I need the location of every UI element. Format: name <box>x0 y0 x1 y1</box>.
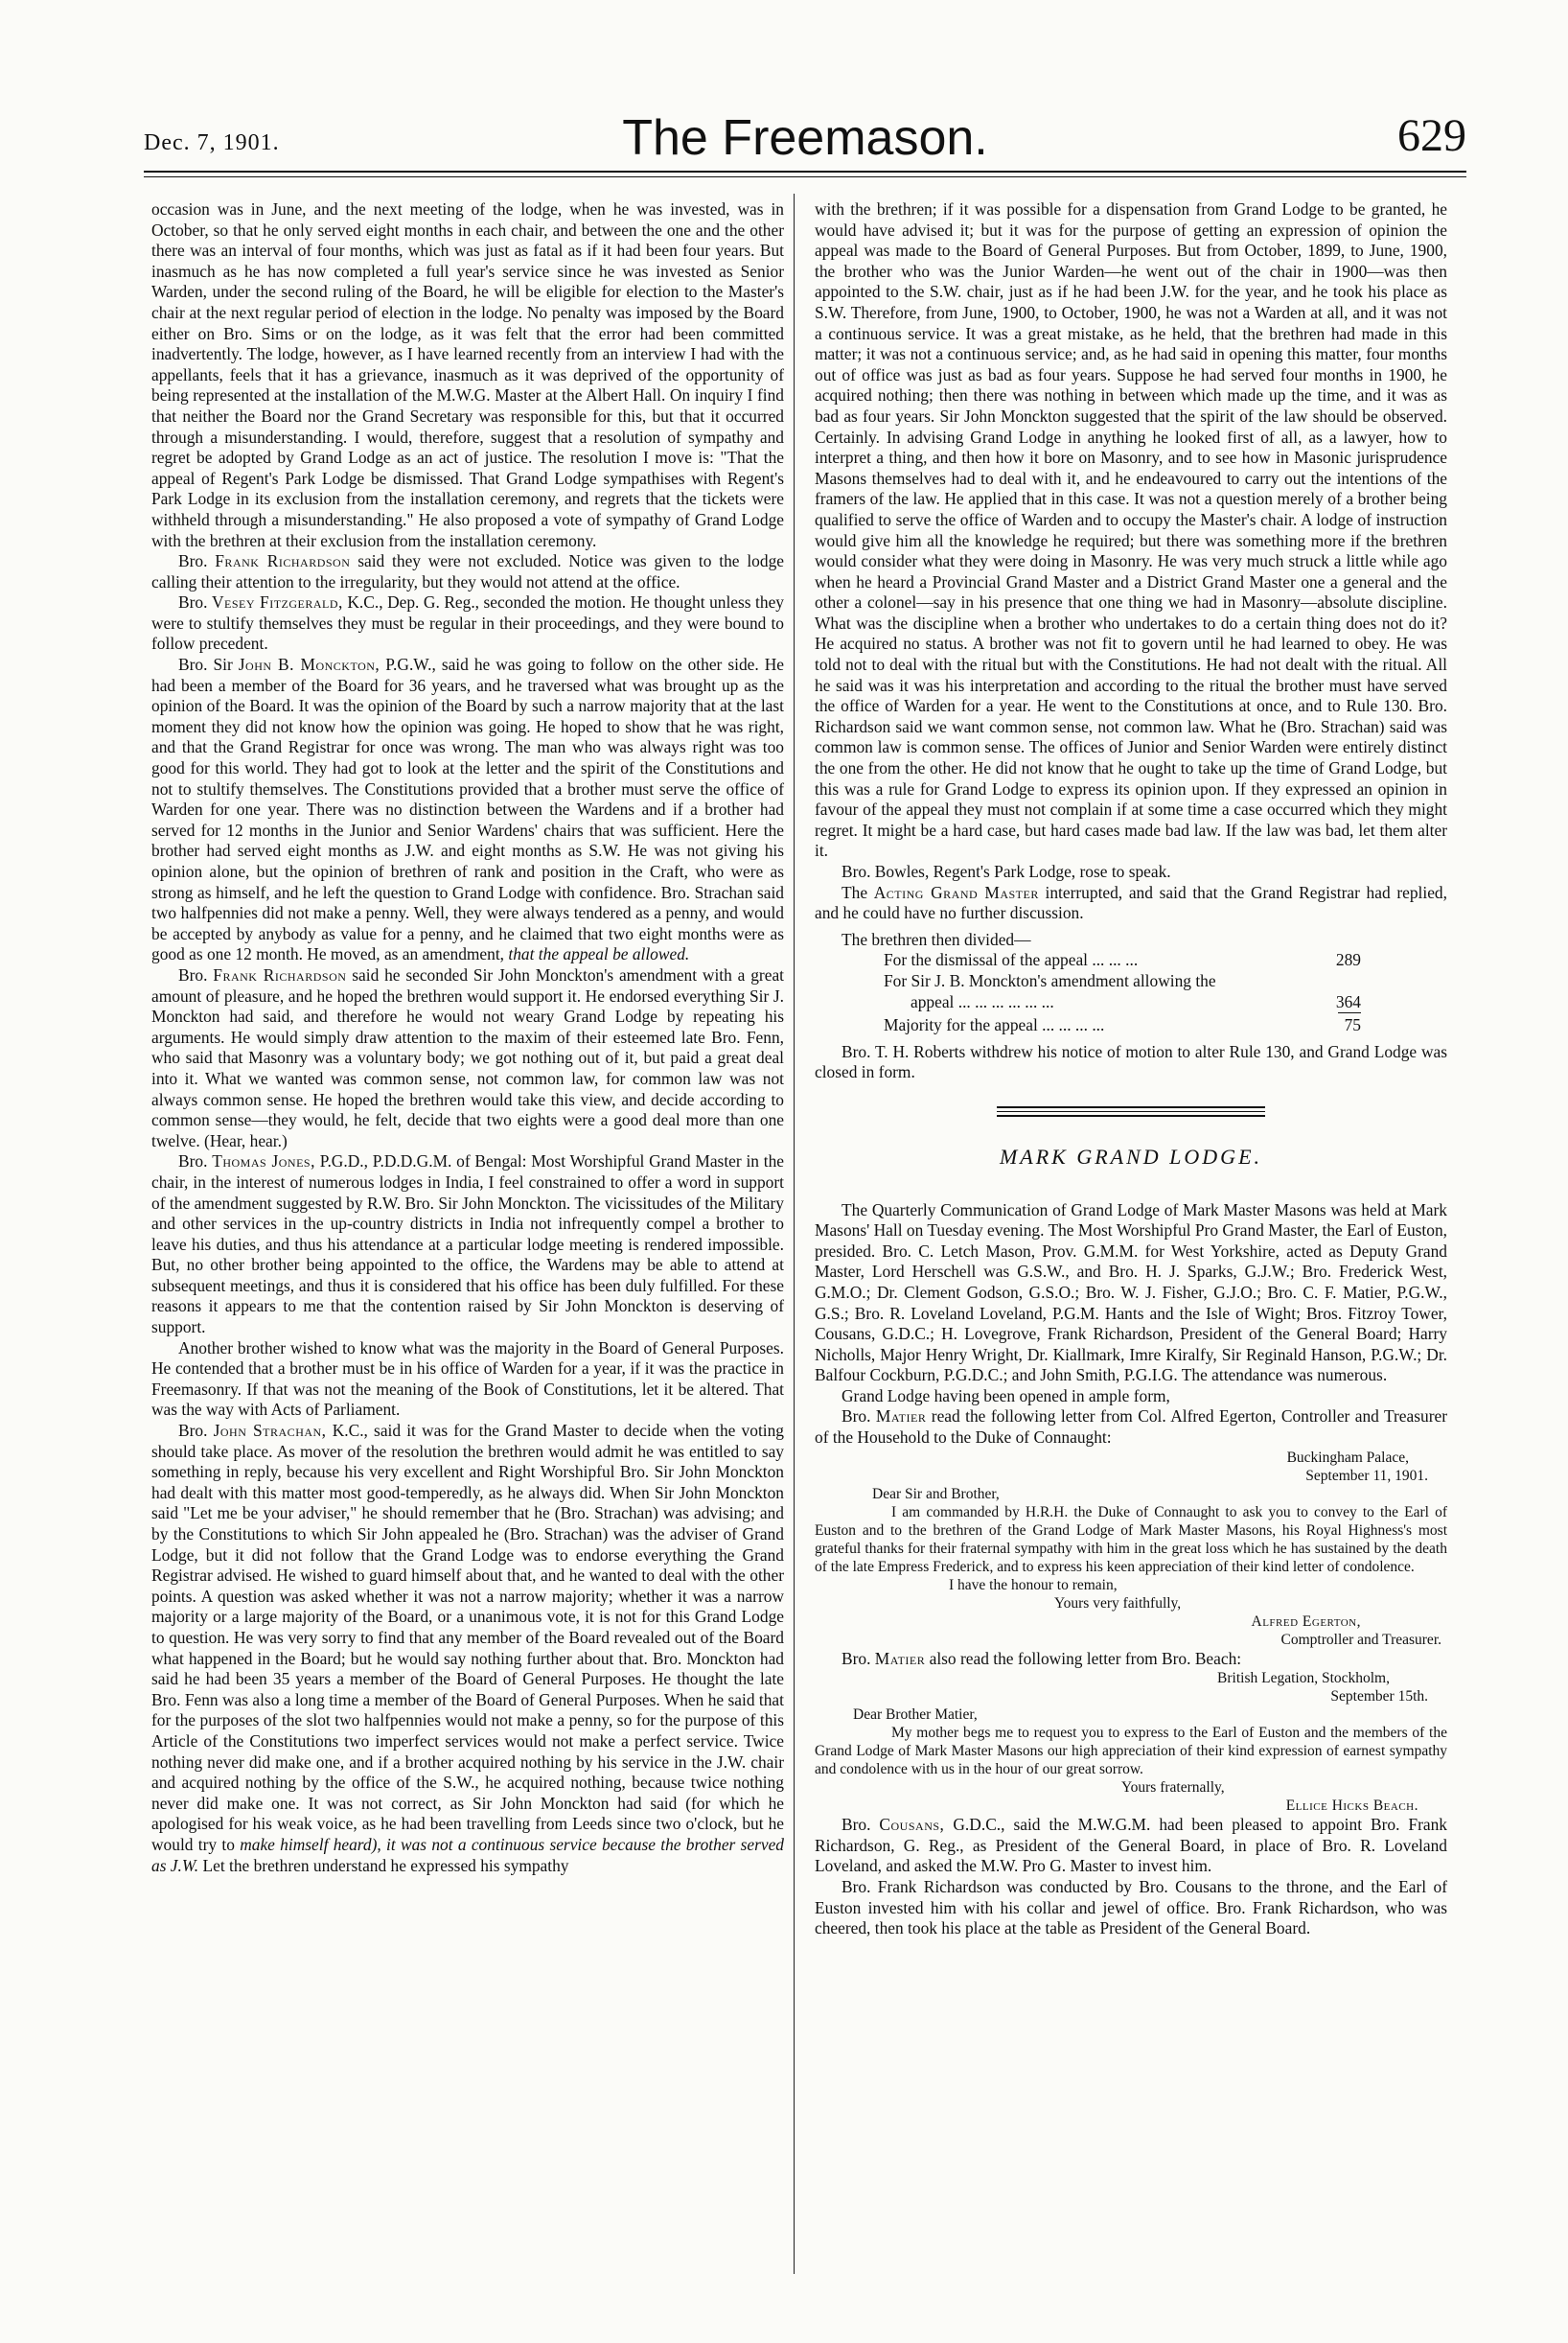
letter-beach <box>815 1669 1447 1815</box>
division-intro: The brethren then divided— <box>842 929 1031 949</box>
section-heading: MARK GRAND LODGE. <box>999 1144 1263 1169</box>
vote-label: Majority for the appeal ... ... ... ... <box>884 1015 1105 1035</box>
masthead-rule-thick <box>144 171 1466 173</box>
page-number: 629 <box>1397 110 1466 161</box>
speaker-name: Frank Richardson <box>213 964 347 985</box>
letter-signatory-title: Comptroller and Treasurer. <box>1280 1631 1441 1648</box>
italic-text: make himself heard), it was not a continuous service because the brother served as J.W. <box>151 1834 784 1875</box>
vote-label: For Sir J. B. Monckton's amendment allowing the <box>884 970 1216 990</box>
paragraph: Bro. Matier also read the following letter from Bro. Beach: <box>842 1648 1242 1668</box>
paragraph: The Quarterly Communication of Grand Lodge of Mark Master Masons was held at Mark Masons' Hall on Tuesday evening. The Most Worshipful Pro Grand Master, the Earl of Euston, presided. Bro. C. Letch Mason, Prov. G.M.M. for West Yorkshire, acted as Deputy Grand Master, Lord Herschell was G.S.W., and Bro. H. J. Sparks, G.J.W.; Bro. Frederick West, G.M.O.; Dr. Clement Godson, G.S.O.; Bro. W. J. Fisher, G.J.O.; Bro. C. F. Matier, P.G.W., G.S.; Bro. R. Loveland Loveland, P.G.M. Hants and the Isle of Wight; Bros. Fitzroy Tower, Cousans, G.D.C.; H. Lovegrove, Frank Richardson, President of the General Board; Harry Nicholls, Major Henry Wright, Dr. Kiallmark, Imre Kiralfy, Sir Reginald Hanson, P.G.W.; Dr. Balfour Cockburn, P.G.D.C.; and John Smith, P.G.I.G. The attendance was numerous. <box>815 1199 1447 1385</box>
right-column <box>815 199 1447 1939</box>
paragraph: Grand Lodge having been opened in ample form, <box>842 1385 1170 1405</box>
letter-closing: I have the honour to remain, <box>949 1576 1118 1593</box>
paragraph-text: G.D.C., said the M.W.G.M. had been pleased to appoint Bro. Frank Richardson, G. Reg., as President of the General Board, in place of Bro. R. Loveland Loveland, and asked the M.W. Pro G. Master to invest him. <box>815 1815 1447 1876</box>
paragraph: Bro. Vesey Fitzgerald, K.C., Dep. G. Reg., seconded the motion. He thought unless they were to stultify themselves they must be regular in their proceedings, and they were bound to follow precedent. <box>151 592 784 654</box>
amendment-text: that the appeal be allowed. <box>508 944 690 964</box>
speaker-name: John B. Monckton, <box>238 655 380 675</box>
letter-closing: Yours fraternally, <box>1121 1779 1225 1797</box>
vote-count: 289 <box>1335 950 1361 970</box>
speaker-name: Matier <box>875 1406 927 1427</box>
paragraph-text: K.C., said it was for the Grand Master to decide when the voting should take place. As mover of the resolution the brethren would admit he was entitled to say something in reply, because his very excellent and Right Worshipful Bro. Sir John Monckton had dealt with this matter most good-temperedly, as he always did. When Sir John Monckton said "Let me be your adviser," he should remember that he (Bro. Strachan) was advising; and by the Constitutions to which Sir John appealed he (Bro. Strachan) was the adviser of Grand Lodge, but it did not follow that the Grand Lodge was to endorse everything the Grand Registrar advised. He wished to guard himself about that, and he wanted to deal with the other points. A question was asked whether it was not a narrow majority; whether it was a narrow majority or a large majority of the Board, or a unanimous vote, it is not for this Grand Lodge to question. He was very sorry to find that any member of the Board revealed out of the Board what happened in the Board; but he would say nothing further about that. Bro. Monckton had said he had been 35 years a member of the Board of General Purposes. He thought the late Bro. Fenn was also a long time a member of the Board of General Purposes. When he said that for the purposes of the slot two halfpennies would not make a penny, so for the purpose of this Article of the Constitutions two imperfect services would not make a perfect service. Twice nothing never did make one, and if a brother acquired nothing by his service in the J.W. chair and acquired nothing by the office of the S.W., he acquired nothing, because twice nothing never did make one. It was not correct, as Sir John Monckton had said (for which he apologised for his weak voice, as he had been travelling from Leeds since two o'clock, but he would try to <box>151 1421 785 1854</box>
paragraph-text: interrupted, and said that the Grand Registrar had replied, and he could have no further discussion. <box>815 882 1447 923</box>
letter-signature: Alfred Egerton, <box>1251 1612 1361 1630</box>
vote-row-dismissal <box>815 950 1447 971</box>
paragraph-text: K.C., Dep. G. Reg., seconded the motion. He thought unless they were to stultify themselves they must be regular in their proceedings, and they were bound to follow precedent. <box>151 592 784 654</box>
paragraph: occasion was in June, and the next meeting of the lodge, when he was invested, was in October, so that he only served eight months in each chair, and between the one and the other there was an interval of four months, which was just as fatal as if it had been four years. But inasmuch as he has now completed a full year's service since he was invested as Senior Warden, under the second ruling of the Board, he will be eligible for election to the Master's chair at the next regular period of election in the lodge. No penalty was imposed by the Board either on Bro. Sims or on the lodge, as it was felt that the error had been committed inadvertently. The lodge, however, as I have learned recently from an interview I had with the appellants, feels that it has a grievance, inasmuch as it was deprived of the opportunity of being represented at the installation of the M.W.G. Master at the Albert Hall. On inquiry I find that neither the Board nor the Grand Secretary was responsible for this, but that it occurred through a misunderstanding. I would, therefore, suggest that a resolution of sympathy and regret be adopted by Grand Lodge as an act of justice. The resolution I move is: "That the appeal of Regent's Park Lodge be dismissed. That Grand Lodge sympathises with Regent's Park Lodge in its exclusion from the installation ceremony, and regrets that the tickets were withheld through a misunderstanding." He also proposed a vote of sympathy of Grand Lodge with the brethren at their exclusion from the installation ceremony. <box>151 199 784 550</box>
paragraph-text: read the following letter from Col. Alfred Egerton, Controller and Treasurer of the Household to the Duke of Connaught: <box>815 1406 1447 1448</box>
division-result <box>815 930 1447 1036</box>
paragraph-text: said they were not excluded. Notice was given to the lodge calling their attention to the irregularity, but they would not attend at the office. <box>151 551 784 592</box>
speaker-name: Vesey Fitzgerald, <box>211 592 343 613</box>
paragraph: Another brother wished to know what was the majority in the Board of General Purposes. He contended that a brother must be in his office of Warden for a year, if it was the practice in Freemasonry. If that was not the meaning of the Book of Constitutions, let it be altered. That was the way with Acts of Parliament. <box>151 1337 784 1420</box>
vote-label: appeal ... ... ... ... ... ... <box>911 991 1054 1011</box>
letter-closing: Yours very faithfully, <box>1054 1594 1182 1612</box>
masthead <box>144 107 1466 165</box>
paragraph: Bro. Bowles, Regent's Park Lodge, rose to speak. <box>842 862 1171 881</box>
paragraph: Bro. Cousans, G.D.C., said the M.W.G.M. had been pleased to appoint Bro. Frank Richardson, G. Reg., as President of the General Board, in place of Bro. R. Loveland Loveland, and asked the M.W. Pro G. Master to invest him. <box>815 1815 1447 1876</box>
vote-count: 364 <box>1335 991 1361 1011</box>
section-separator <box>815 1101 1447 1122</box>
speaker-name: Matier <box>874 1648 926 1668</box>
paragraph: The Acting Grand Master interrupted, and said that the Grand Registrar had replied, and he could have no further discussion. <box>815 882 1447 923</box>
paragraph-text: P.G.W., said he was going to follow on the other side. He had been a member of the Board for 36 years, and he traversed what was brought up as the opinion of the Board. It was the opinion of the Board by such a narrow majority that at the last moment they did not know how the opinion was going. He hoped to show that he was right, and that the Grand Registrar for once was wrong. The man who was always right was too good for this world. They had got to look at the letter and the spirit of the Constitutions and not to stultify themselves. The Constitutions provided that a brother must serve the office of Warden for one year. There was no distinction between the Wardens and if a brother had served for 12 months in the Junior and Senior Wardens' chairs that was sufficient. Here the brother had served eight months as J.W. and eight months as S.W. He was not giving his opinion alone, but the opinion of brethren of rank and position in the Craft, who were as strong as himself, and he left the question to Grand Lodge with confidence. Bro. Strachan said two halfpennies did not make a penny. Well, they were always tendered as a penny, and would be accepted by anybody as value for a penny, and he claimed that two eight months were as good as one 12 month. He moved, as an amendment, <box>151 655 784 964</box>
paragraph-text: said he seconded Sir John Monckton's amendment with a great amount of pleasure, and he hoped the brethren would support it. He endorsed everything Sir J. Monckton had said, and therefore he would not weary Grand Lodge by repeating his arguments. He would simply draw attention to the maxim of their esteemed late Bro. Fenn, who said that Masonry was a voluntary body; we got nothing out of it, but paid a great deal into it. What we wanted was common sense, not common law, for common law was not always common sense. He hoped the brethren would take this view, and decide according to common sense—they would, he felt, decide that two eights were a good deal more than one twelve. (Hear, hear.) <box>151 964 784 1150</box>
masthead-rule-thin <box>144 176 1466 177</box>
paragraph-text: P.G.D., P.D.D.G.M. of Bengal: Most Worshipful Grand Master in the chair, in the interest of numerous lodges in India, I feel constrained to offer a word in support of the amendment suggested by R.W. Bro. Sir John Monckton. The vicissitudes of the Military and other services in the up-country districts in India not infrequently compel a brother to leave his duties, and thus his attendance at a particular lodge meeting is rendered impossible. But, no other brother being appointed to the office, the Wardens may be able to attend at subsequent meetings, and thus it is considered that his office has been duly fulfilled. For these reasons it appears to me that the contention raised by Sir John Monckton is deserving of support. <box>151 1151 784 1337</box>
letter-address: Buckingham Palace, <box>1286 1449 1409 1466</box>
speaker-name: John Strachan, <box>213 1421 327 1441</box>
letter-address: British Legation, Stockholm, <box>1217 1670 1390 1687</box>
vote-row-amendment-label <box>815 971 1447 992</box>
letter-signature: Ellice Hicks Beach. <box>1285 1798 1418 1815</box>
paragraph-text: also read the following letter from Bro. Beach: <box>929 1648 1242 1668</box>
vote-row-majority <box>815 1015 1447 1036</box>
paragraph: Bro. Matier read the following letter from Col. Alfred Egerton, Controller and Treasurer of the Household to the Duke of Connaught: <box>815 1406 1447 1448</box>
paragraph: Bro. Frank Richardson said they were not excluded. Notice was given to the lodge calling their attention to the irregularity, but they would not attend at the office. <box>151 551 784 592</box>
column-divider <box>794 194 795 2274</box>
speaker-name: Frank Richardson <box>215 551 351 571</box>
paragraph: Bro. Sir John B. Monckton, P.G.W., said he was going to follow on the other side. He had been a member of the Board for 36 years, and he traversed what was brought up as the opinion of the Board. It was the opinion of the Board by such a narrow majority that at the last moment they did not know how the opinion was going. He hoped to show that he was right, and that the Grand Registrar for once was wrong. The man who was always right was too good for this world. They had got to look at the letter and the spirit of the Constitutions and not to stultify themselves. The Constitutions provided that a brother must serve the office of Warden for one year. There was no distinction between the Wardens and if a brother had served for 12 months in the Junior and Senior Wardens' chairs that was sufficient. Here the brother had served eight months as J.W. and eight months as S.W. He was not giving his opinion alone, but the opinion of brethren of rank and position in the Craft, who were as strong as himself, and he left the question to Grand Lodge with confidence. Bro. Strachan said two halfpennies did not make a penny. Well, they were always tendered as a penny, and would be accepted by anybody as value for a penny, and he claimed that two eight months were as good as one 12 month. He moved, as an amendment, that the appeal be allowed. <box>151 655 784 964</box>
letter-body: I am commanded by H.R.H. the Duke of Connaught to ask you to convey to the Earl of Euston and to the brethren of the Grand Lodge of Mark Master Masons, his Royal Highness's most grateful thanks for their fraternal sympathy with him in the great loss which he has sustained by the death of the late Empress Frederick, and to express his keen appreciation of their kind letter of condolence. <box>815 1503 1447 1575</box>
letter-salutation: Dear Brother Matier, <box>853 1706 978 1724</box>
vote-row-amendment <box>815 992 1447 1013</box>
paragraph: Bro. Frank Richardson was conducted by Bro. Cousans to the throne, and the Earl of Euston invested him with his collar and jewel of office. Bro. Frank Richardson, who was cheered, then took his place at the table as President of the General Board. <box>815 1877 1447 1938</box>
speaker-name: Acting Grand Master <box>873 882 1039 902</box>
paragraph: with the brethren; if it was possible for a dispensation from Grand Lodge to be granted, he would have advised it; but it was for the purpose of getting an expression of opinion the appeal was made to the Board of General Purposes. But from October, 1899, to June, 1900, the brother who was the Junior Warden—he went out of the chair in 1900—was then appointed to the S.W. chair, just as if he had been J.W. for the year, and he took his place as S.W. Therefore, from June, 1900, to October, 1900, he was not a Warden at all, and it was not a continuous service. It was a great mistake, as he held, that the brethren had made in this matter; it was not a continuous service; and, as he had said in opening this matter, four months out of office was just as bad as four years. Suppose he had served four months in 1900, he acquired nothing; then there was nothing in between which made up the time, and it was as bad as four years. Sir John Monckton suggested that the spirit of the law should be observed. Certainly. In advising Grand Lodge in anything he looked first of all, as a lawyer, how to interpret a thing, and then how it bore on Masonry, and to see how in Masonic jurisprudence Masons themselves had to deal with it, and he endeavoured to carry out the intentions of the framers of the law. He applied that in this case. It was not a question merely of a brother being qualified to serve the office of Warden and to occupy the Master's chair. A lodge of instruction would give him all the knowledge he required; but there was something more if the brethren would consider what they were doing in Masonry. He was very much struck a little while ago when he heard a Provincial Grand Master and a District Grand Master one a general and the other a colonel—say in his presence that one thing we had in Masonry—absolute discipline. What was the discipline when a brother who undertakes to do a certain thing does not do it? He acquired no status. A brother was not fit to govern until he had learned to obey. He was told not to deal with the ritual but with the Constitutions. He had not dealt with the ritual. All he said was it was his interpretation and according to the ritual the brother must have served the office of Warden for a year. He went to the Constitutions at once, and to Rule 130. Bro. Richardson said we want common sense, not common law. What he (Bro. Strachan) said was common law is common sense. The offices of Junior and Senior Warden were entirely distinct the one from the other. He did not know that he ought to take up the time of Grand Lodge, but this was a rule for Grand Lodge to express its opinion upon. If they expressed an opinion in favour of the appeal they must not complain if at some time a case occurred which they might regret. It might be a hard case, but hard cases made bad law. If the law was bad, let them alter it. <box>815 199 1447 861</box>
issue-date: Dec. 7, 1901. <box>144 130 280 155</box>
vote-label: For the dismissal of the appeal ... ... ... <box>884 950 1139 970</box>
paragraph: Bro. Frank Richardson said he seconded Sir John Monckton's amendment with a great amount of pleasure, and he hoped the brethren would support it. He endorsed everything Sir J. Monckton had said, and therefore he would not weary Grand Lodge by repeating his arguments. He would simply draw attention to the maxim of their esteemed late Bro. Fenn, who said that Masonry was a voluntary body; we got nothing out of it, but paid a great deal into it. What we wanted was common sense, not common law, for common law was not always common sense. He hoped the brethren would take this view, and decide according to common sense—they would, he felt, decide that two eights were a good deal more than one twelve. (Hear, hear.) <box>151 964 784 1150</box>
letter-connaught <box>815 1449 1447 1649</box>
speaker-name: Thomas Jones, <box>212 1151 315 1172</box>
letter-date: September 15th. <box>1330 1688 1428 1705</box>
paragraph: Bro. Thomas Jones, P.G.D., P.D.D.G.M. of Bengal: Most Worshipful Grand Master in the chair, in the interest of numerous lodges in India, I feel constrained to offer a word in support of the amendment suggested by R.W. Bro. Sir John Monckton. The vicissitudes of the Military and other services in the up-country districts in India not infrequently compel a brother to leave his duties, and thus his attendance at a particular lodge meeting is rendered impossible. But, no other brother being appointed to the office, the Wardens may be able to attend at subsequent meetings, and thus it is considered that his office has been duly fulfilled. For these reasons it appears to me that the contention raised by Sir John Monckton is deserving of support. <box>151 1151 784 1337</box>
speaker-name: Cousans, <box>879 1815 945 1835</box>
paragraph-text: Let the brethren understand he expressed his sympathy <box>202 1855 569 1875</box>
paragraph: Bro. John Strachan, K.C., said it was for the Grand Master to decide when the voting should take place. As mover of the resolution the brethren would admit he was entitled to say something in reply, because his very excellent and Right Worshipful Bro. Sir John Monckton had dealt with this matter most good-temperedly, as he always did. When Sir John Monckton said "Let me be your adviser," he should remember that he (Bro. Strachan) was advising; and by the Constitutions to which Sir John appealed he (Bro. Strachan) was the adviser of Grand Lodge, but it did not follow that the Grand Lodge was to endorse everything the Grand Registrar advised. He wished to guard himself about that, and he wanted to deal with the other points. A question was asked whether it was not a narrow majority; whether it was a narrow majority or a large majority of the Board, or a unanimous vote, it is not for this Grand Lodge to question. He was very sorry to find that any member of the Board revealed out of the Board what happened in the Board; but he would say nothing further about that. Bro. Monckton had said he had been 35 years a member of the Board of General Purposes. He thought the late Bro. Fenn was also a long time a member of the Board of General Purposes. When he said that for the purposes of the slot two halfpennies would not make a penny, so for the purpose of this Article of the Constitutions two imperfect services would not make a perfect service. Twice nothing never did make one, and if a brother acquired nothing by his service in the J.W. chair and acquired nothing by the office of the S.W., he acquired nothing, because twice nothing never did make one. It was not correct, as Sir John Monckton had said (for which he apologised for his weak voice, as he had been travelling from Leeds since two o'clock, but he would try to make himself heard), it was not a continuous service because the brother served as J.W. Let the brethren understand he expressed his sympathy <box>151 1421 785 1875</box>
paragraph: Bro. T. H. Roberts withdrew his notice of motion to alter Rule 130, and Grand Lodge was closed in form. <box>815 1041 1447 1082</box>
vote-count: 75 <box>1344 1015 1361 1035</box>
letter-body: My mother begs me to request you to express to the Earl of Euston and the members of the Grand Lodge of Mark Master Masons our high appreciation of their kind expression of earnest sympathy and condolence with us in the hour of our great sorrow. <box>815 1725 1447 1778</box>
letter-date: September 11, 1901. <box>1305 1467 1428 1484</box>
publication-title: The Freemason. <box>622 110 988 166</box>
left-column <box>151 199 784 1876</box>
letter-salutation: Dear Sir and Brother, <box>872 1485 1000 1502</box>
